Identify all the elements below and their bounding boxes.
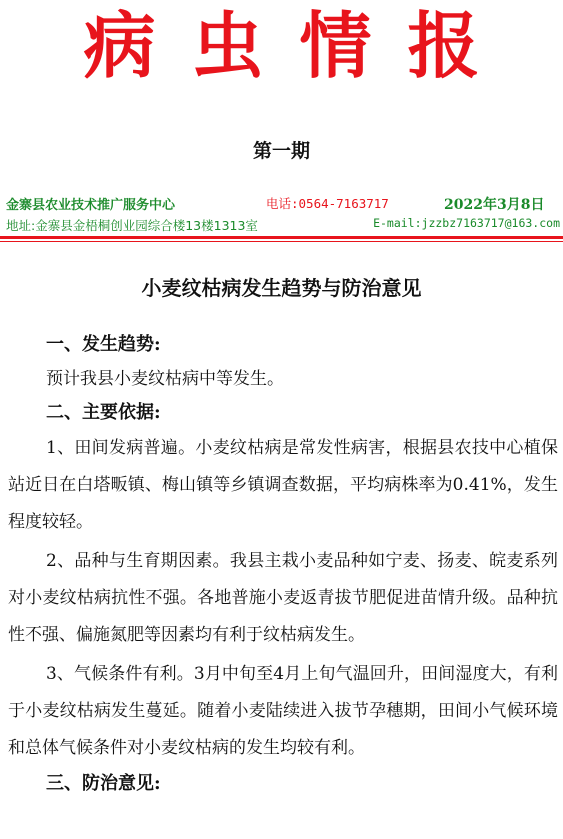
paragraph-climate-factors: 3、气候条件有利。3月中旬至4月上旬气温回升，田间湿度大，有利于小麦纹枯病发生蔓延。随着小麦陆续进入拔节孕穗期，田间小气候环境和总体气候条件对小麦纹枯病的发生均较有利。 [8,664,558,758]
header-divider-thin [0,241,563,242]
paragraph-variety-factors: 2、品种与生育期因素。我县主栽小麦品种如宁麦、扬麦、皖麦系列对小麦纹枯病抗性不强。各地普施小麦返青拔节肥促进苗情升级。品种抗性不强、偏施氮肥等因素均有利于纹枯病发生。 [8,551,558,645]
address: 地址:金寨县金梧桐创业园综合楼13楼1313室 [6,218,258,233]
paragraph-field-incidence: 1、田间发病普遍。小麦纹枯病是常发性病害，根据县农技中心植保站近日在白塔畈镇、梅山镇等乡镇调查数据，平均病株率为0.41%，发生程度较轻。 [8,438,558,532]
article-body [8,328,558,801]
email-address: E-mail:jzzbz7163717@163.com [373,216,560,230]
article-title: 小麦纹枯病发生趋势与防治意见 [141,276,422,300]
section-heading-trend: 一、发生趋势: [46,334,161,355]
issue-number: 第一期 [252,140,310,162]
phone-number: 电话:0564-7163717 [266,196,389,211]
organization-name: 金寨县农业技术推广服务中心 [6,198,176,213]
issue-date: 2022年3月8日 [444,197,545,213]
section-text-trend: 预计我县小麦纹枯病中等发生。 [46,369,284,389]
section-heading-basis: 二、主要依据: [46,402,161,423]
masthead-title: 病虫情报 [83,4,516,88]
section-heading-control: 三、防治意见: [46,773,161,794]
header-divider-thick [0,236,563,239]
